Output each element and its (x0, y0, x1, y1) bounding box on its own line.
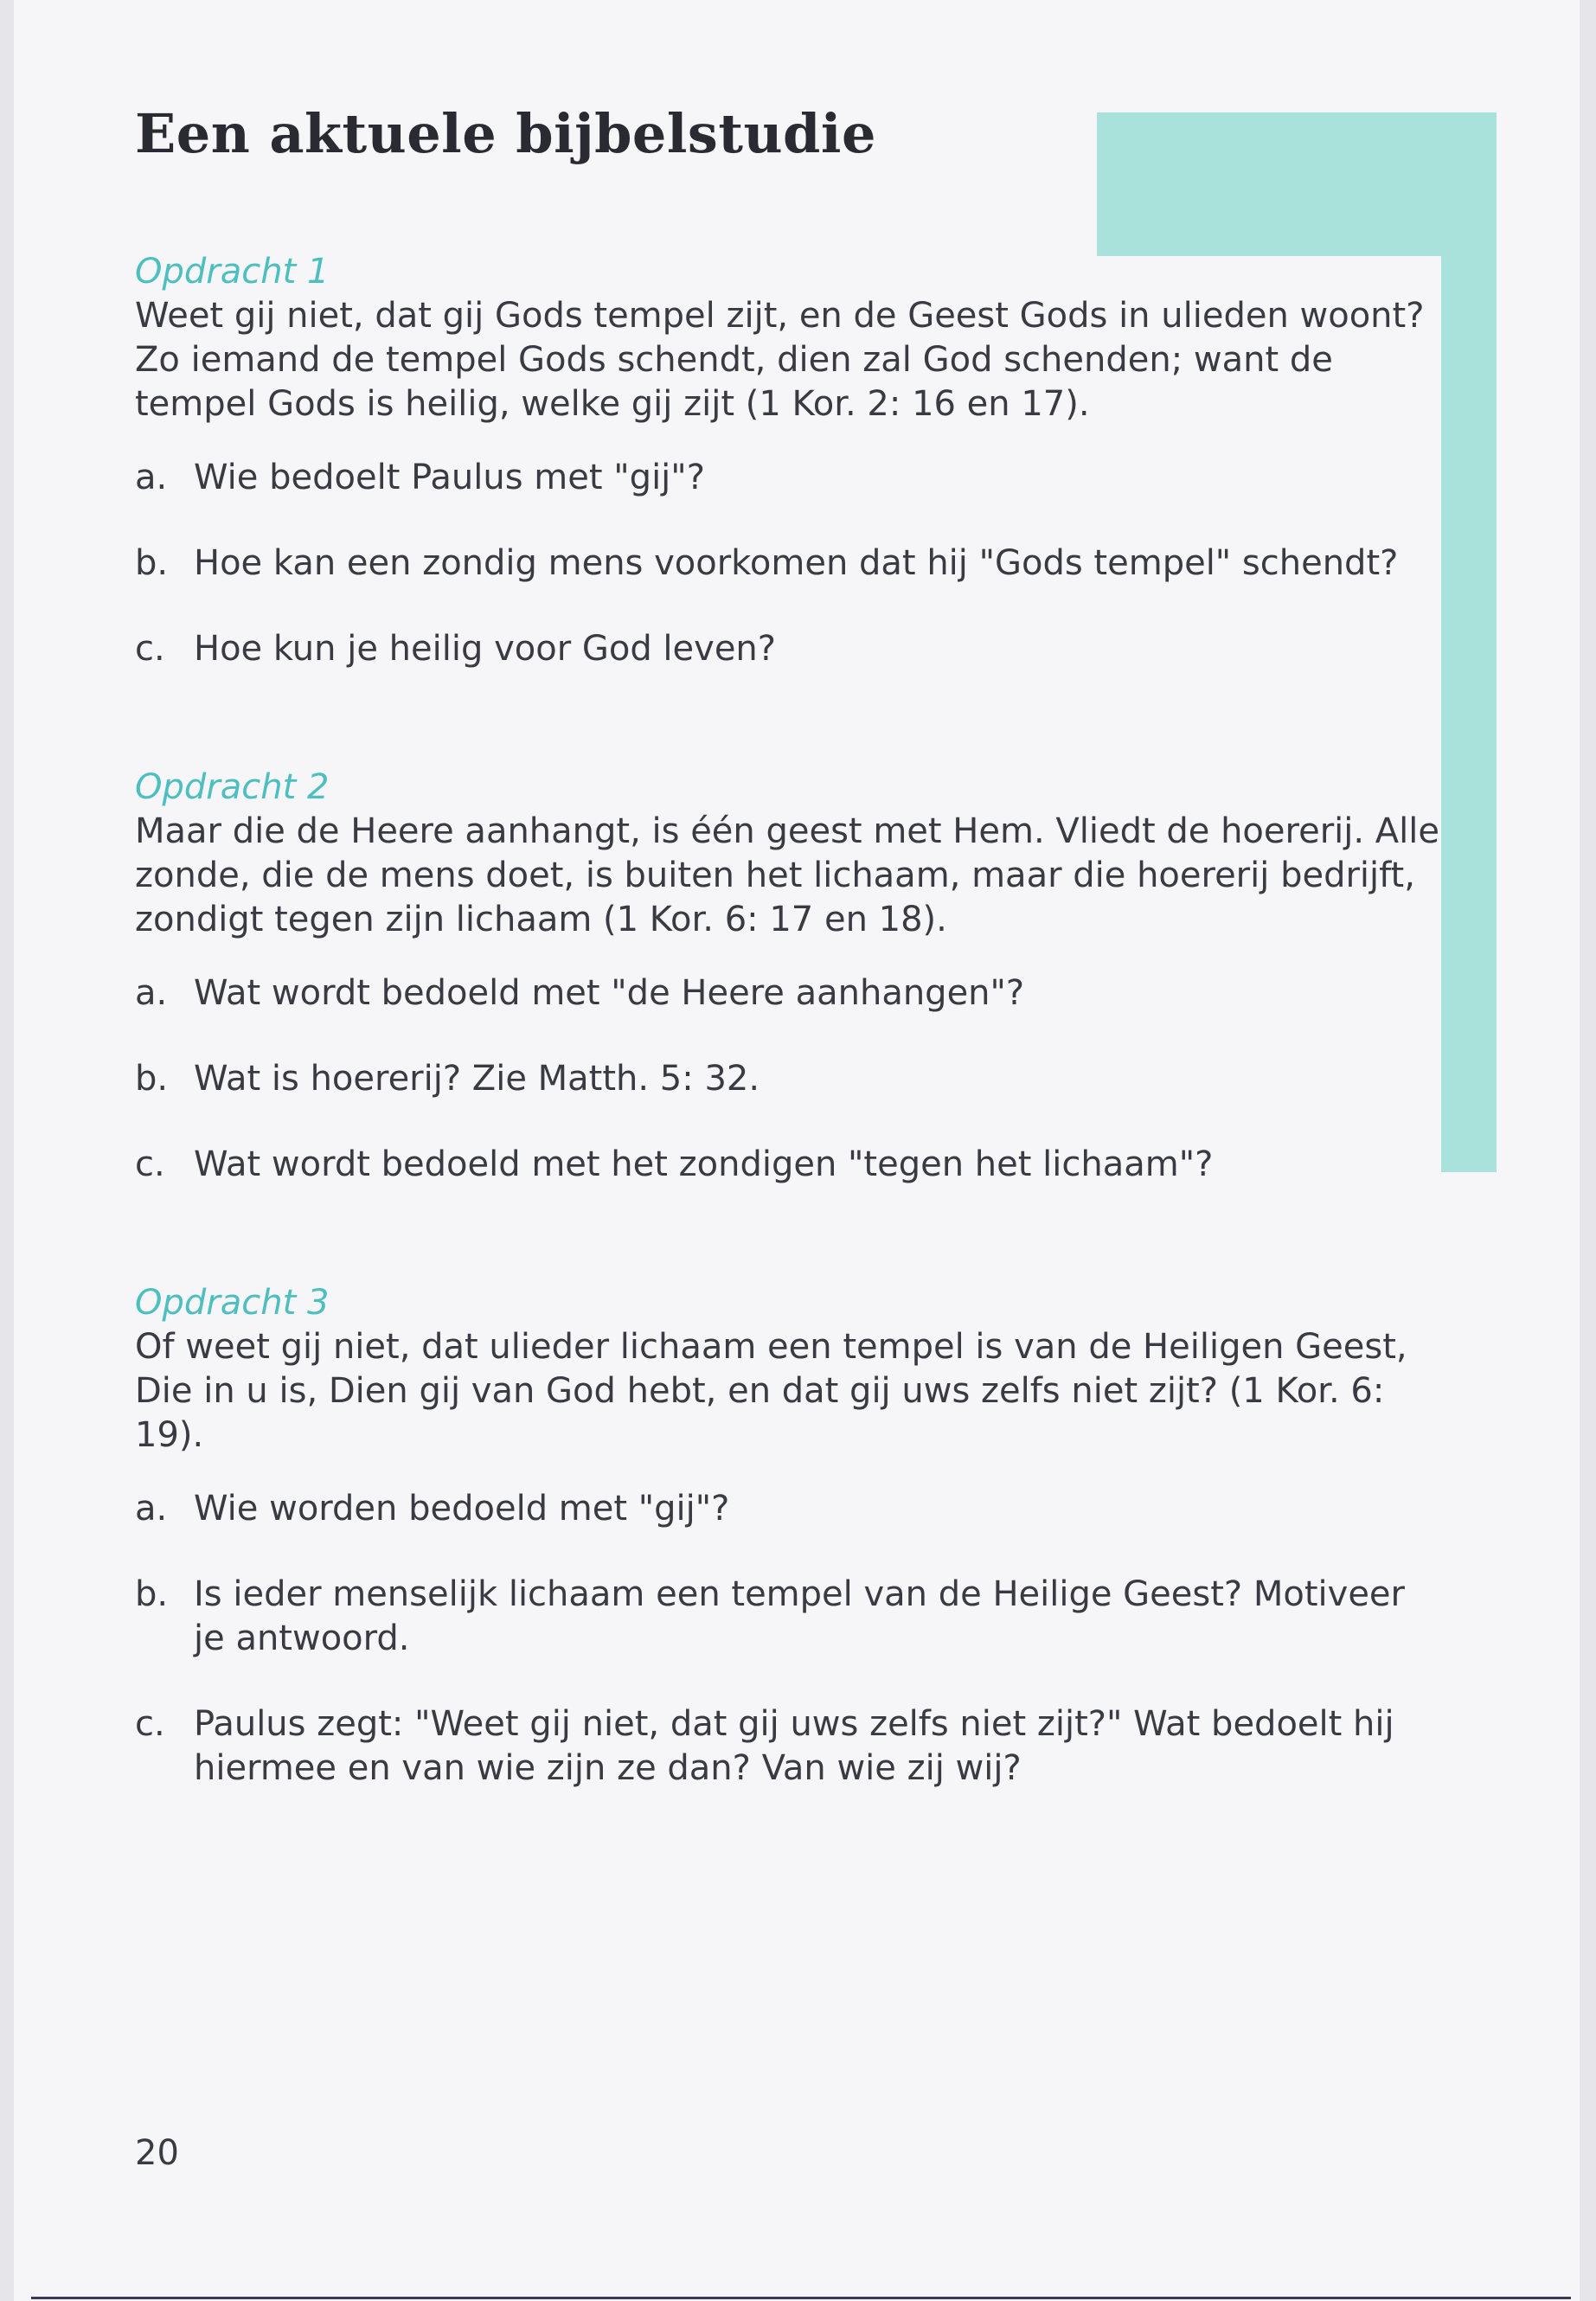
question-letter: c. (135, 629, 165, 669)
question-item (135, 971, 1441, 1016)
question-letter: c. (135, 1144, 165, 1184)
question-text: Wie bedoelt Paulus met "gij"? (194, 458, 705, 497)
assignment-heading: Opdracht 3 (135, 1283, 330, 1323)
question-item (135, 456, 1441, 500)
bible-verse: Weet gij niet, dat gij Gods tempel zijt, en de Geest Gods in ulieden woont? Zo iemand de tempel Gods schendt, dien zal God schenden; want de tempel Gods is heilig, welke gij zijt (1 Kor. 2: 16 en 17). (135, 296, 1425, 424)
question-list (135, 971, 1441, 1187)
question-item (135, 1573, 1441, 1661)
question-item (135, 1057, 1441, 1101)
question-item (135, 1487, 1441, 1531)
question-letter: a. (135, 1489, 168, 1529)
assignment-section-3 (135, 1280, 1441, 1832)
question-text: Wat wordt bedoeld met het zondigen "tegen het lichaam"? (194, 1144, 1214, 1184)
assignment-heading: Opdracht 1 (135, 252, 330, 292)
assignment-heading: Opdracht 2 (135, 767, 330, 807)
question-text: Wat is hoererij? Zie Matth. 5: 32. (194, 1059, 760, 1099)
bible-verse: Maar die de Heere aanhangt, is één geest met Hem. Vliedt de hoererij. Alle zonde, die de mens doet, is buiten het lichaam, maar die hoererij bedrijft, zondigt tegen zijn lichaam (1 Kor. 6: 17 en 18). (135, 811, 1439, 939)
question-text: Wie worden bedoeld met "gij"? (194, 1489, 730, 1529)
question-letter: b. (135, 1574, 169, 1614)
question-item (135, 1702, 1441, 1791)
question-text: Hoe kan een zondig mens voorkomen dat hij "Gods tempel" schendt? (194, 543, 1399, 583)
assignment-section-2 (135, 765, 1441, 1228)
bottom-edge-line (31, 2297, 1571, 2299)
decorative-band-side (1441, 112, 1497, 1172)
question-list (135, 456, 1441, 671)
page-number: 20 (135, 2133, 179, 2173)
question-letter: a. (135, 973, 168, 1013)
document-page (14, 0, 1580, 2301)
question-letter: c. (135, 1704, 165, 1744)
question-text: Wat wordt bedoeld met "de Heere aanhangen"? (194, 973, 1025, 1013)
question-letter: b. (135, 1059, 169, 1099)
assignment-section-1 (135, 249, 1441, 713)
question-text: Hoe kun je heilig voor God leven? (194, 629, 777, 669)
question-item (135, 1143, 1441, 1187)
question-letter: a. (135, 458, 168, 497)
question-letter: b. (135, 543, 169, 583)
question-text: Paulus zegt: "Weet gij niet, dat gij uws zelfs niet zijt?" Wat bedoelt hij hiermee en van wie zijn ze dan? Van wie zij wij? (194, 1704, 1394, 1788)
question-list (135, 1487, 1441, 1791)
question-item (135, 627, 1441, 671)
decorative-band-top (1097, 112, 1497, 256)
question-text: Is ieder menselijk lichaam een tempel van de Heilige Geest? Motiveer je antwoord. (194, 1574, 1405, 1658)
bible-verse: Of weet gij niet, dat ulieder lichaam een tempel is van de Heiligen Geest, Die in u is, Dien gij van God hebt, en dat gij uws zelfs niet zijt? (1 Kor. 6: 19). (135, 1327, 1407, 1455)
page-title: Een aktuele bijbelstudie (135, 102, 876, 165)
question-item (135, 542, 1441, 586)
